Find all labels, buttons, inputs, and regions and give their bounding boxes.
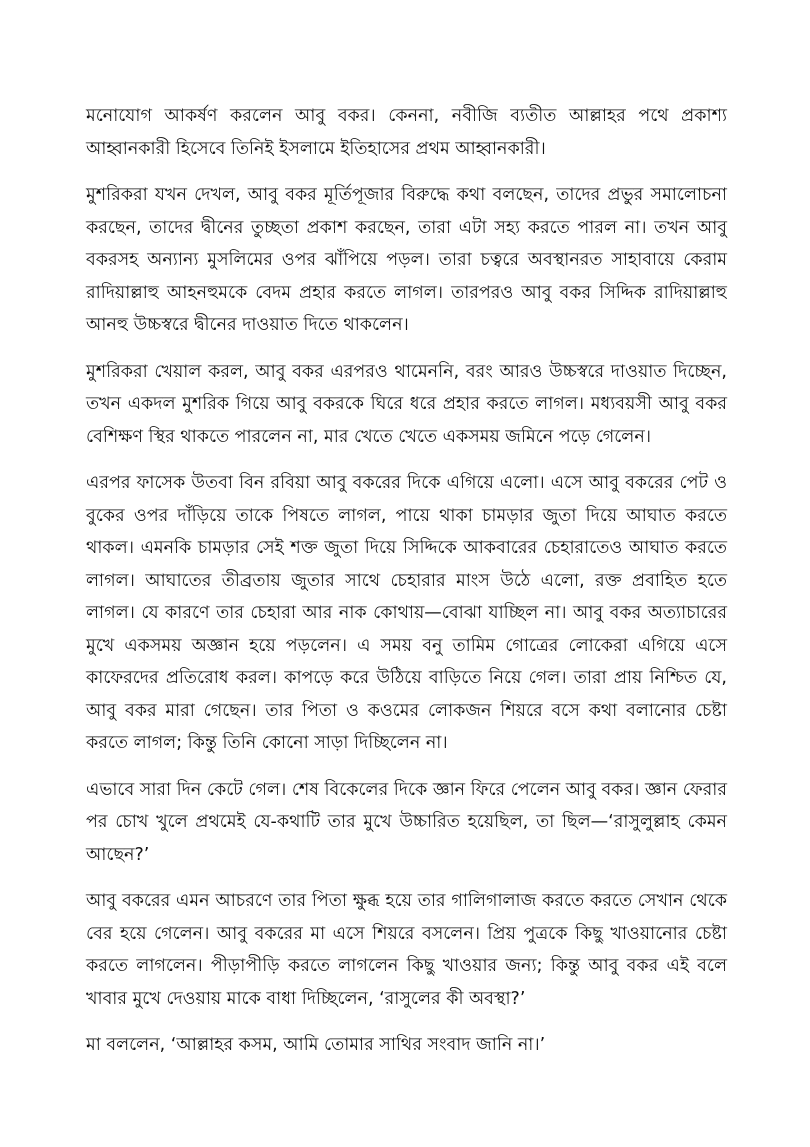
- paragraph-4: এরপর ফাসেক উতবা বিন রবিয়া আবু বকরের দিকে এগিয়ে এলো। এসে আবু বকরের পেট ও বুকের ওপর দাঁড়িয়ে তাকে পিষতে লাগল, পায়ে থাকা চামড়ার জুতা দিয়ে আঘাত করতে থাকল। এমনকি চামড়ার সেই শক্ত জুতা দিয়ে সিদ্দিকে আকবারের চেহারাতেও আঘাত করতে লাগল। আঘাতের তীব্রতায় জুতার সাথে চেহারার মাংস উঠে এলো, রক্ত প্রবাহিত হতে লাগল। যে কারণে তার চেহারা আর নাক কোথায়—বোঝা যাচ্ছিল না। আবু বকর অত্যাচারের মুখে একসময় অজ্ঞান হয়ে পড়লেন। এ সময় বনু তামিম গোত্রের লোকেরা এগিয়ে এসে কাফেরদের প্রতিরোধ করল। কাপড়ে করে উঠিয়ে বাড়িতে নিয়ে গেল। তারা প্রায় নিশ্চিত যে, আবু বকর মারা গেছেন। তার পিতা ও কওমের লোকজন শিয়রে বসে কথা বলানোর চেষ্টা করতে লাগল; কিন্তু তিনি কোনো সাড়া দিচ্ছিলেন না।: [86, 473, 727, 753]
- paragraph-2: মুশরিকরা যখন দেখল, আবু বকর মূর্তিপূজার বিরুদ্ধে কথা বলছেন, তাদের প্রভুর সমালোচনা করছেন, তাদের দ্বীনের তুচ্ছতা প্রকাশ করছেন, তারা এটা সহ্য করতে পারল না। তখন আবু বকরসহ অন্যান্য মুসলিমের ওপর ঝাঁপিয়ে পড়ল। তারা চত্বরে অবস্থানরত সাহাবায়ে কেরাম রাদিয়াল্লাহু আহনহুমকে বেদম প্রহার করতে লাগল। তারপরও আবু বকর সিদ্দিক রাদিয়াল্লাহু আনহু উচ্চস্বরে দ্বীনের দাওয়াত দিতে থাকলেন।: [86, 185, 727, 335]
- paragraph-6: আবু বকরের এমন আচরণে তার পিতা ক্ষুব্ধ হয়ে তার গালিগালাজ করতে করতে সেখান থেকে বের হয়ে গেলেন। আবু বকরের মা এসে শিয়রে বসলেন। প্রিয় পুত্রকে কিছু খাওয়ানোর চেষ্টা করতে লাগলেন। পীড়াপীড়ি করতে লাগলেন কিছু খাওয়ার জন্য; কিন্তু আবু বকর এই বলে খাবার মুখে দেওয়ায় মাকে বাধা দিচ্ছিলেন, ‘রাসুলের কী অবস্থা?’: [86, 891, 727, 1009]
- paragraph-5: এভাবে সারা দিন কেটে গেল। শেষ বিকেলের দিকে জ্ঞান ফিরে পেলেন আবু বকর। জ্ঞান ফেরার পর চোখ খুলে প্রথমেই যে-কথাটি তার মুখে উচ্চারিত হয়েছিল, তা ছিল—‘রাসুলুল্লাহ কেমন আছেন?’: [86, 779, 727, 865]
- paragraph-1: মনোযোগ আকর্ষণ করলেন আবু বকর। কেননা, নবীজি ব্যতীত আল্লাহর পথে প্রকাশ্য আহ্বানকারী হিসেবে তিনিই ইসলামে ইতিহাসের প্রথম আহ্বানকারী।: [86, 106, 727, 159]
- paragraph-3: মুশরিকরা খেয়াল করল, আবু বকর এরপরও থামেননি, বরং আরও উচ্চস্বরে দাওয়াত দিচ্ছেন, তখন একদল মুশরিক গিয়ে আবু বকরকে ঘিরে ধরে প্রহার করতে লাগল। মধ্যবয়সী আবু বকর বেশিক্ষণ স্থির থাকতে পারলেন না, মার খেতে খেতে একসময় জমিনে পড়ে গেলেন।: [86, 361, 727, 447]
- document-page: [86, 100, 727, 1062]
- paragraph-7: মা বললেন, ‘আল্লাহর কসম, আমি তোমার সাথির সংবাদ জানি না।’: [86, 1035, 546, 1055]
